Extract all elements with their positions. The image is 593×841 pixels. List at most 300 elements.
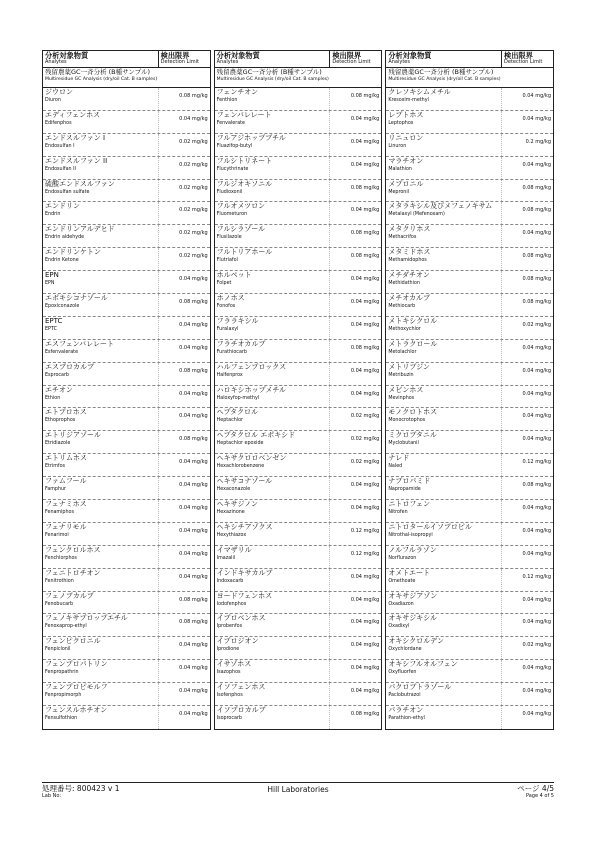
detection-limit: 0.02 mg/kg [329,431,381,453]
analyte-name-jp: ニトロフェン [388,500,430,509]
table-row [386,408,553,431]
detection-limit: 0.04 mg/kg [158,111,210,133]
table-row [386,477,553,500]
detection-limit: 0.04 mg/kg [329,134,381,156]
analyte-name-jp: イプロジオン [216,637,259,646]
analyte-name-en: Isofenphos [216,693,243,699]
analyte-name-en: Imazalil [216,555,236,561]
detection-limit: 0.08 mg/kg [158,431,210,453]
table-row [386,225,553,248]
detection-limit: 0.04 mg/kg [158,500,210,522]
analyte-name-jp: オメトエート [388,568,430,577]
analyte-name [215,271,330,293]
detection-limit: 0.08 mg/kg [501,248,553,270]
analyte-name-jp: オキサジアゾン [388,591,438,600]
analyte-name-jp: オキシクロルデン [388,637,444,646]
detection-limit: 0.04 mg/kg [501,363,553,385]
detection-limit: 0.04 mg/kg [158,683,210,705]
analyte-name-en: Esprocarb [45,372,69,378]
detection-limit: 0.04 mg/kg [329,477,381,499]
analyte-name-jp: メトリブジン [388,362,430,371]
analyte-name-jp: ヘプタクロル [216,408,258,417]
table-row [386,523,553,546]
analyte-name [215,317,330,339]
analyte-name-jp: エポキシコナゾール [45,294,108,303]
analyte-name-jp: メタクリホス [388,225,431,234]
table-row [386,340,553,363]
group-title [43,68,210,88]
analyte-name-en: Parathion-ethyl [388,716,425,722]
analyte-name [215,134,330,156]
detection-limit: 0.04 mg/kg [158,569,210,591]
analyte-name-en: Fenpropimorph [45,693,82,699]
table-row [215,363,382,386]
analyte-name [215,637,330,659]
analyte-name [43,706,158,729]
analyte-name [43,180,158,202]
analyte-name-en: Endosulfan sulfate [45,189,90,195]
analyte-name [386,660,501,682]
table-row [386,546,553,569]
table-row [43,592,210,615]
analyte-name [386,454,501,476]
analyte-name-jp: フルオメツロン [216,202,266,211]
detection-limit: 0.04 mg/kg [158,546,210,568]
analyte-name [386,546,501,568]
analyte-name-en: Fenvalerate [216,120,245,126]
analyte-name [43,546,158,568]
analyte-name-jp: エンドリンアルデヒド [45,225,115,234]
table-row [386,454,553,477]
analyte-name-jp: エトプロホス [45,408,87,417]
analyte-name-jp: エンドリンケトン [45,248,101,257]
table-row [215,683,382,706]
analyte-name [43,660,158,682]
table-row [386,683,553,706]
analyte-name [386,500,501,522]
table-row [215,225,382,248]
table-row [43,477,210,500]
table-row [215,569,382,592]
detection-limit: 0.04 mg/kg [329,592,381,614]
detection-limit: 0.04 mg/kg [329,157,381,179]
analyte-name-en: Fenoxaprop-ethyl [45,624,87,630]
analyte-name-en: Mepronil [388,189,409,195]
table-row [43,294,210,317]
analyte-name-jp: フェンピクロニル [45,637,101,646]
detection-limit: 0.04 mg/kg [501,111,553,133]
analyte-name-en: Fenchlorphos [45,555,77,561]
analyte-name-en: Nitrofen [388,510,408,516]
analytes-header-en: Analytes [216,59,239,66]
detection-limit: 0.08 mg/kg [329,88,381,110]
table-row [215,111,382,134]
table-row [43,225,210,248]
analyte-name [215,706,330,729]
detection-limit: 0.04 mg/kg [158,477,210,499]
table-row [386,500,553,523]
analyte-name-en: Oxadiazon [388,601,414,607]
analyte-column-2 [214,50,383,730]
table-row [386,202,553,225]
analyte-name [215,180,330,202]
table-row [43,637,210,660]
table-row [215,386,382,409]
detection-limit: 0.08 mg/kg [158,294,210,316]
analyte-name-jp: ヨードフェンホス [216,591,273,600]
analyte-name-jp: イソプロカルブ [216,706,266,715]
analyte-name-en: Fenpropathrin [45,670,79,676]
analyte-name-en: Fenthion [216,98,238,103]
analyte-name [43,225,158,247]
analyte-name-en: Heptachlor [216,418,244,424]
table-row [386,248,553,271]
page-number-jp: ページ 4/5 [517,784,554,793]
analyte-name [43,386,158,408]
analyte-name-jp: ヘキサジノン [216,500,258,509]
table-row [386,294,553,317]
detection-limit: 0.04 mg/kg [329,363,381,385]
analyte-name [43,340,158,362]
analyte-name [386,477,501,499]
table-row [386,180,553,203]
table-row [386,614,553,637]
analyte-name [43,500,158,522]
analyte-name-jp: モノクロトホス [388,408,438,417]
analyte-name [43,523,158,545]
analyte-name [215,500,330,522]
analyte-name [386,157,501,179]
analyte-name-jp: イプロベンホス [216,614,266,623]
table-row [386,111,553,134]
analyte-name [386,386,501,408]
detection-limit: 0.08 mg/kg [501,271,553,293]
table-row [386,134,553,157]
group-title-en: Multiresidue GC Analysis (dry/oil Cat. B samples) [216,76,329,82]
analyte-name-en: Iodofenphos [216,601,247,607]
analyte-name-en: Hexaconazole [216,487,251,493]
table-row [215,88,382,111]
table-row [43,202,210,225]
analyte-name [386,408,501,430]
table-row [386,569,553,592]
analyte-name [215,660,330,682]
column-header [386,51,553,68]
analyte-name-en: Indoxacarb [216,578,244,584]
detection-limit: 0.04 mg/kg [501,660,553,682]
analyte-name-en: Heptachlor epoxide [216,441,264,447]
group-title-jp: 残留農薬GC一斉分析 (B種サンプル) [388,68,494,76]
analytes-header [43,51,158,67]
analyte-name [386,614,501,636]
detection-limit: 0.02 mg/kg [158,225,210,247]
analyte-name-jp: レプトホス [388,110,424,119]
detection-limit: 0.08 mg/kg [329,180,381,202]
analyte-name [43,271,158,293]
detection-limit: 0.04 mg/kg [158,317,210,339]
detection-limit: 0.02 mg/kg [329,454,381,476]
analyte-name-jp: パラチオン [388,706,424,715]
column-header [43,51,210,68]
table-row [43,111,210,134]
analyte-name-jp: ホルペット [216,271,252,280]
analyte-name-en: Methamidophos [388,258,427,264]
detection-limit: 0.04 mg/kg [158,408,210,430]
table-row [215,340,382,363]
analyte-name-jp: エトリジアゾール [45,431,101,440]
detection-limit: 0.02 mg/kg [329,408,381,430]
detection-limit: 0.04 mg/kg [329,111,381,133]
analyte-name [215,363,330,385]
analyte-name-en: Fluazifop-butyl [216,143,253,149]
analyte-rows [386,88,553,729]
analyte-name [43,592,158,614]
detection-limit: 0.04 mg/kg [329,569,381,591]
analyte-name [215,477,330,499]
analyte-name-en: Iprodione [216,647,240,653]
analyte-name-en: Fludioxonil [216,189,243,195]
table-row [215,614,382,637]
analytes-header-jp: 分析対象物質 [216,51,260,60]
analyte-name [215,431,330,453]
analyte-name [386,225,501,247]
analyte-name-en: Omethoate [388,578,416,584]
analyte-name-jp: ファムフール [45,477,87,486]
detection-limit: 0.04 mg/kg [329,637,381,659]
analyte-name-jp: ナプロパミド [388,477,431,486]
analyte-name [215,386,330,408]
analyte-name-jp: フェンプロピモルフ [45,683,108,692]
analyte-name-en: Etrimfos [45,464,66,470]
analyte-name-en: Fensulfothion [45,716,78,722]
analyte-name-jp: エンドリン [45,202,80,211]
analyte-name [215,340,330,362]
analyte-name-jp: メタミドホス [388,248,431,257]
analyte-name [215,454,330,476]
analyte-name-jp: フルアジホップブチル [216,133,286,142]
detection-limit: 0.04 mg/kg [329,294,381,316]
table-row [43,569,210,592]
analyte-name-en: Fenarimol [45,532,69,538]
detection-limit: 0.04 mg/kg [501,614,553,636]
detection-limit: 0.04 mg/kg [501,683,553,705]
detection-limit: 0.04 mg/kg [158,340,210,362]
analyte-name-jp: リニュロン [388,133,424,142]
analyte-name [215,569,330,591]
detection-limit: 0.2 mg/kg [501,134,553,156]
detection-limit: 0.04 mg/kg [501,408,553,430]
analyte-name-en: Metribuzin [388,372,414,378]
analyte-name [386,134,501,156]
detection-limit: 0.04 mg/kg [329,683,381,705]
analyte-name-jp: ミクロブタニル [388,431,437,440]
analyte-name-jp: ヘプタクロル エポキシド [216,431,296,440]
page-number-en: Page 4 of 5 [525,792,554,799]
analyte-name-en: Etridiazole [45,441,71,447]
analytes-header-en: Analytes [45,59,67,66]
table-row [215,546,382,569]
page-number [517,785,554,799]
analyte-name-en: Flusilazole [216,235,242,241]
analyte-name-en: Fenobucarb [45,601,74,607]
table-row [43,431,210,454]
detection-limit: 0.04 mg/kg [158,637,210,659]
detection-limit: 0.04 mg/kg [501,157,553,179]
group-title-jp: 残留農薬GC一斉分析 (B種サンプル) [45,68,151,76]
table-row [215,523,382,546]
analyte-name-en: Nitrothal-isopropyl [388,532,433,538]
detection-limit: 0.08 mg/kg [158,614,210,636]
analytes-header-jp: 分析対象物質 [388,51,432,60]
table-row [215,157,382,180]
detection-limit: 0.02 mg/kg [501,317,553,339]
table-row [386,706,553,729]
analyte-name-jp: 硫酸エンドスルファン [45,179,115,188]
lab-number-en: Lab No: [42,792,62,799]
detection-limit: 0.08 mg/kg [158,592,210,614]
analyte-name [386,317,501,339]
analyte-name-en: Metalaxyl (Mefenoxam) [388,212,445,218]
detection-limit: 0.04 mg/kg [501,340,553,362]
analyte-name-jp: メプロニル [388,179,424,188]
table-row [43,340,210,363]
analyte-name-en: Iprobenfos [216,624,243,630]
analyte-name-jp: クレソキシムメチル [388,88,451,96]
analyte-name-en: Endrin aldehyde [45,235,85,241]
table-row [215,134,382,157]
analytes-header-en: Analytes [388,59,410,66]
analyte-name-en: Fenamiphos [45,510,74,516]
analyte-name [386,523,501,545]
analyte-name [43,431,158,453]
detection-limit: 0.02 mg/kg [158,157,210,179]
analyte-name-en: Endrin Ketone [45,258,79,264]
analyte-name [386,202,501,224]
detection-limit: 0.04 mg/kg [501,500,553,522]
table-row [386,660,553,683]
detection-limit: 0.08 mg/kg [501,294,553,316]
table-row [43,546,210,569]
analyte-columns [42,50,554,730]
table-row [215,271,382,294]
table-row [43,88,210,111]
analyte-name [386,592,501,614]
analyte-name-en: Oxadixyl [388,624,410,630]
detection-limit: 0.02 mg/kg [158,248,210,270]
analyte-name-en: Flutriafol [216,258,238,264]
table-row [43,523,210,546]
analyte-name-jp: フェニトロチオン [45,568,101,577]
analyte-name-jp: フェナミホス [45,500,87,509]
analyte-name [215,225,330,247]
analyte-name [43,408,158,430]
detection-limit: 0.12 mg/kg [329,523,381,545]
analyte-name [43,569,158,591]
table-row [43,454,210,477]
detection-limit: 0.08 mg/kg [329,248,381,270]
table-row [215,408,382,431]
detection-limit: 0.08 mg/kg [329,225,381,247]
table-row [215,706,382,729]
analyte-name-jp: パクロブトラゾール [388,683,452,692]
detection-limit: 0.04 mg/kg [501,225,553,247]
analyte-name [386,340,501,362]
analyte-name-en: Napropamide [388,487,421,493]
analyte-name-jp: フルシトリネート [216,156,273,165]
table-row [215,637,382,660]
table-row [215,477,382,500]
analyte-name-jp: エンドスルファン II [45,156,108,165]
analyte-name-jp: ホノホス [216,294,245,303]
limit-header-en: Detection Limit [160,59,199,66]
analyte-name-jp: メビンホス [388,385,424,394]
analyte-name-en: EPN [45,281,55,287]
analyte-name-jp: エンドスルファン I [45,133,106,142]
group-title-en: Multiresidue GC Analysis (dry/oil Cat. B samples) [45,76,158,82]
lab-number-value: 800423 v 1 [76,784,120,793]
table-row [386,88,553,111]
table-row [386,431,553,454]
analyte-name [215,294,330,316]
analyte-name-en: Methiocarb [388,304,416,310]
page-footer [42,782,554,804]
analyte-name-jp: EPN [45,271,59,280]
analyte-name [215,614,330,636]
analyte-name-jp: メトラクロール [388,339,438,348]
analyte-name-jp: ニトロタールイソプロピル [388,522,472,531]
analyte-name [215,202,330,224]
analyte-name [215,248,330,270]
detection-limit: 0.04 mg/kg [501,706,553,729]
detection-limit: 0.04 mg/kg [158,454,210,476]
analyte-name [43,614,158,636]
analyte-name [386,363,501,385]
analyte-name [386,706,501,729]
table-row [43,408,210,431]
analyte-name-en: Diuron [45,98,61,103]
detection-limit: 0.02 mg/kg [158,134,210,156]
analyte-name [386,111,501,133]
analyte-column-3 [385,50,554,730]
analyte-name [215,408,330,430]
analyte-name-jp: EPTC [45,316,63,325]
analyte-name-jp: イサゾホス [216,660,252,669]
table-row [43,500,210,523]
analyte-name-jp: フェナリモル [45,522,87,531]
analyte-name-en: Furalaxyl [216,326,239,332]
analyte-name-en: Leptophos [388,120,414,126]
group-title [215,68,382,88]
detection-limit: 0.04 mg/kg [158,386,210,408]
table-row [43,683,210,706]
limit-header-jp: 検出限界 [504,51,533,60]
analyte-name-jp: オキシフルオルフェン [388,660,458,669]
analyte-name-en: Isoprocarb [216,716,242,722]
analyte-name [43,317,158,339]
company-name: Hill Laboratories [267,785,329,794]
analyte-name [215,157,330,179]
analyte-name-jp: ヘキシチアゾクス [216,522,273,531]
analyte-name-jp: フェノブカルブ [45,591,94,600]
group-title [386,68,553,88]
detection-limit: 0.12 mg/kg [501,454,553,476]
analyte-name [215,523,330,545]
table-row [215,317,382,340]
analyte-name-jp: フェンスルホチオン [45,706,108,715]
analyte-name-jp: メタラキシル及びメフェノキサム [388,202,493,211]
analyte-name-en: Hexythiazox [216,532,247,538]
table-row [215,660,382,683]
